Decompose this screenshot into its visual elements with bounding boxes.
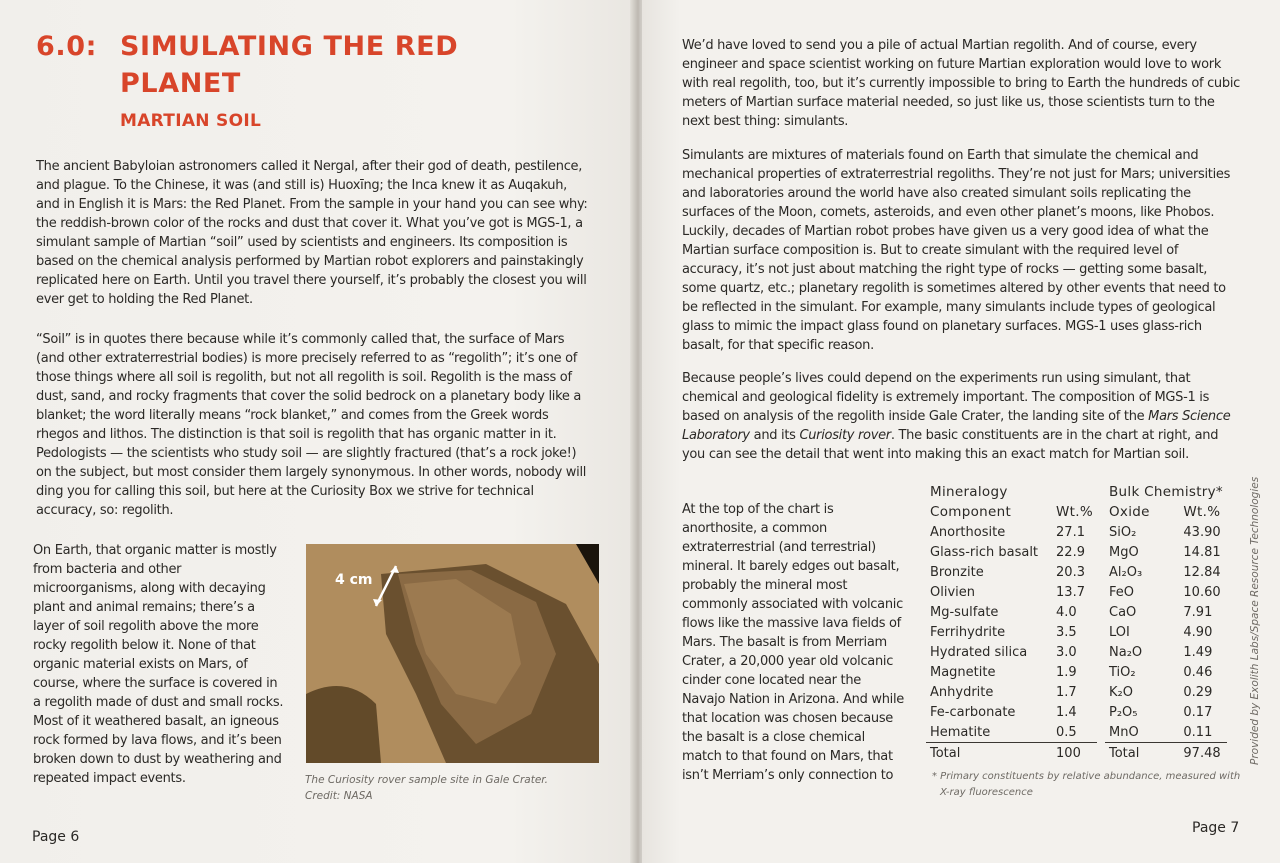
left-paragraph-2: “Soil” is in quotes there because while it’s commonly called that, the surface of Mars (and other extraterrestrial bodies) is more precisely referred to as “regolith”; it’s one of those things where all soil is regolith, but not all regolith is soil. Regolith is the mass of dust, sand, and rocky fragments that cover the solid bedrock on a planetary body like a blanket; the word literally means “rock blanket,” and comes from the Greek words rhegos and lithos. The distinction is that soil is regolith that has organic matter in it. Pedologists — the scientists who study soil — are slightly fractured (that’s a rock joke!) on the subject, but most consider them largely synonymous. In other words, nobody will ding you for calling this soil, but here at the Curiosity Box we strive for technical accuracy, so: regolith. [36, 332, 587, 518]
mineralogy-value: 20.3 [1056, 564, 1085, 580]
bulk-col-wt: Wt.% [1183, 504, 1221, 520]
bulk-chemistry-heading: Bulk Chemistry* [1109, 484, 1223, 500]
bulk-value: 0.29 [1183, 684, 1213, 700]
mineralogy-name: Magnetite [930, 664, 996, 680]
mineralogy-row [926, 642, 1097, 662]
mineralogy-row [926, 522, 1097, 542]
mineralogy-row [926, 722, 1097, 743]
mineralogy-value: 1.7 [1056, 684, 1077, 700]
p3-italic-msl: Mars Science Laboratory [682, 409, 1231, 443]
p3-italic-curiosity: Curiosity rover [799, 428, 891, 443]
bulk-value: 0.17 [1183, 704, 1213, 720]
title-number: 6.0: [36, 31, 98, 62]
bulk-name: LOI [1109, 624, 1130, 640]
mineralogy-value: 3.5 [1056, 624, 1077, 640]
bulk-value: 4.90 [1183, 624, 1213, 640]
page-number-left: Page 6 [32, 829, 80, 845]
mineralogy-name: Hematite [926, 722, 1042, 743]
left-page [0, 0, 636, 863]
caption-text: The Curiosity rover sample site in Gale Crater. [305, 774, 548, 786]
mineralogy-value: 4.0 [1056, 604, 1077, 620]
bulk-name: TiO₂ [1109, 664, 1136, 680]
mineralogy-row [926, 702, 1097, 722]
bulk-value: 14.81 [1183, 544, 1221, 560]
right-paragraph-2: Simulants are mixtures of materials found on Earth that simulate the chemical and mechanical properties of extraterrestrial regoliths. They’re not just for Mars; universities and laboratories around the world have also created simulant soils replicating the surfaces of the Moon, comets, asteroids, and even other planet’s moons, like Phobos. Luckily, decades of Martian robot probes have given us a very good idea of what the Martian surface composition is. But to create simulant with the required level of accuracy, it’s not just about matching the right type of rocks — getting some basalt, some quartz, etc.; planetary regolith is sometimes altered by other events that need to be reflected in the simulant. For example, many simulants include types of geological glass to mimic the impact glass found on planetary surfaces. MGS-1 uses glass-rich basalt, for that specific reason. [682, 148, 1231, 353]
bulk-name: P₂O₅ [1109, 704, 1138, 720]
mineralogy-total-label: Total [930, 745, 961, 761]
bulk-value: 1.49 [1183, 644, 1213, 660]
mars-sample-photo [306, 544, 599, 763]
right-paragraph-3 [682, 369, 1242, 464]
mineralogy-row [926, 562, 1097, 582]
left-paragraph-1: The ancient Babyloian astronomers called it Nergal, after their god of death, pestilence, and plague. To the Chinese, it was (and still is) Huoxīng; the Inca knew it as Auqakuh, and in English it is Mars: the Red Planet. From the sample in your hand you can see why: the reddish-brown color of the rocks and dust that cover it. What you’ve got is MGS-1, a simulant sample of Martian “soil” used by scientists and engineers. Its composition is based on the chemical analysis performed by Martian robot explorers and painstakingly replicated here on Earth. Until you travel there yourself, it’s probably the closest you will ever get to holding the Red Planet. [36, 159, 588, 307]
mineralogy-value: 27.1 [1056, 524, 1085, 540]
mineralogy-value: 1.9 [1056, 664, 1077, 680]
bulk-total-value: 97.48 [1183, 745, 1221, 761]
mineralogy-row [926, 582, 1097, 602]
bulk-col-oxide: Oxide [1109, 504, 1150, 520]
bulk-name: FeO [1109, 584, 1134, 600]
caption-credit: Credit: NASA [305, 790, 373, 802]
mineralogy-name: Anhydrite [930, 684, 994, 700]
mineralogy-value: 0.5 [1042, 722, 1097, 743]
bulk-row [1105, 522, 1227, 542]
bulk-name: K₂O [1109, 684, 1133, 700]
bulk-row [1105, 582, 1227, 602]
bulk-row [1105, 722, 1227, 743]
bulk-row [1105, 542, 1227, 562]
bulk-row [1105, 702, 1227, 722]
page-number-right: Page 7 [1192, 820, 1240, 836]
bulk-row [1105, 622, 1227, 642]
page-subtitle: MARTIAN SOIL [120, 111, 262, 131]
bulk-name: MnO [1105, 722, 1155, 743]
mineralogy-value: 13.7 [1056, 584, 1085, 600]
p3-text-b: and its [749, 428, 800, 443]
mineralogy-row [926, 662, 1097, 682]
title-line1: SIMULATING THE RED [120, 31, 459, 62]
title-line2: PLANET [120, 68, 241, 99]
mineralogy-value: 3.0 [1056, 644, 1077, 660]
bulk-row [1105, 662, 1227, 682]
mineralogy-row [926, 682, 1097, 702]
bulk-name: CaO [1109, 604, 1137, 620]
mineralogy-value: 1.4 [1056, 704, 1077, 720]
p3-text-a: Because people’s lives could depend on the experiments run using simulant, that chemical and geological fidelity is extremely important. The composition of MGS-1 is based on analysis of the regolith inside Gale Crater, the landing site of the [682, 371, 1210, 424]
photo-caption [305, 772, 548, 804]
mineralogy-total-value: 100 [1056, 745, 1081, 761]
side-credit: Provided by Exolith Labs/Space Resource Technologies [1249, 476, 1261, 765]
footnote-line1: * Primary constituents by relative abundance, measured with [932, 771, 1241, 782]
mineralogy-name: Mg-sulfate [930, 604, 999, 620]
mineralogy-name: Fe-carbonate [930, 704, 1016, 720]
bulk-value: 43.90 [1183, 524, 1221, 540]
mineralogy-table [926, 482, 1097, 763]
chart-footnote [932, 769, 1252, 801]
bulk-name: Na₂O [1109, 644, 1143, 660]
bulk-row [1105, 602, 1227, 622]
bulk-name: SiO₂ [1109, 524, 1137, 540]
mineralogy-value: 22.9 [1056, 544, 1085, 560]
p3-text-c: . The basic constituents are in the chart at right, and you can see the detail that went into making this an exact match for Martian soil. [682, 428, 1219, 462]
left-paragraph-3: On Earth, that organic matter is mostly from bacteria and other microorganisms, along with decaying plant and animal remains; there’s a layer of soil regolith above the more rocky regolith below it. None of that organic material exists on Mars, of course, where the surface is covered in a regolith made of dust and small rocks. Most of it weathered basalt, an igneous rock formed by lava flows, and it’s been broken down to dust by weathering and repeated impact events. [33, 543, 284, 786]
mineralogy-col-wt: Wt.% [1056, 504, 1093, 520]
bulk-total-label: Total [1109, 745, 1140, 761]
bulk-value: 10.60 [1183, 584, 1221, 600]
page-title [36, 28, 506, 102]
bulk-row [1105, 562, 1227, 582]
mineralogy-heading: Mineralogy [930, 484, 1008, 500]
mineralogy-total-row [926, 743, 1097, 764]
bulk-total-row [1105, 743, 1227, 764]
bulk-value: 12.84 [1183, 564, 1221, 580]
bulk-chemistry-table [1105, 482, 1227, 763]
mineralogy-row [926, 602, 1097, 622]
photo-scale-label: 4 cm [335, 572, 373, 588]
right-paragraph-1: We’d have loved to send you a pile of actual Martian regolith. And of course, every engineer and space scientist working on future Martian exploration would love to work with real regolith, too, but it’s currently impossible to bring to Earth the hundreds of cubic meters of Martian surface material needed, so just like us, those scientists turn to the next best thing: simulants. [682, 38, 1240, 129]
mineralogy-name: Glass-rich basalt [930, 544, 1039, 560]
mineralogy-name: Ferrihydrite [930, 624, 1006, 640]
mineralogy-name: Bronzite [930, 564, 984, 580]
bulk-value: 0.46 [1183, 664, 1213, 680]
mineralogy-col-component: Component [930, 504, 1012, 520]
footnote-line2: X-ray fluorescence [940, 787, 1033, 798]
bulk-name: Al₂O₃ [1109, 564, 1143, 580]
mineralogy-name: Hydrated silica [930, 644, 1028, 660]
bulk-value: 0.11 [1155, 722, 1227, 743]
right-paragraph-4: At the top of the chart is anorthosite, a common extraterrestrial (and terrestrial) mineral. It barely edges out basalt, probably the mineral most commonly associated with volcanic flows like the massive lava fields of Mars. The basalt is from Merriam Crater, a 20,000 year old volcanic cinder cone located near the Navajo Nation in Arizona. And while that location was chosen because the basalt is a close chemical match to that found on Mars, that isn’t Merriam’s only connection to [682, 502, 904, 783]
bulk-value: 7.91 [1183, 604, 1213, 620]
bulk-row [1105, 682, 1227, 702]
mineralogy-row [926, 542, 1097, 562]
mineralogy-row [926, 622, 1097, 642]
bulk-name: MgO [1109, 544, 1139, 560]
mineralogy-name: Anorthosite [930, 524, 1006, 540]
bulk-row [1105, 642, 1227, 662]
mineralogy-name: Olivien [930, 584, 975, 600]
